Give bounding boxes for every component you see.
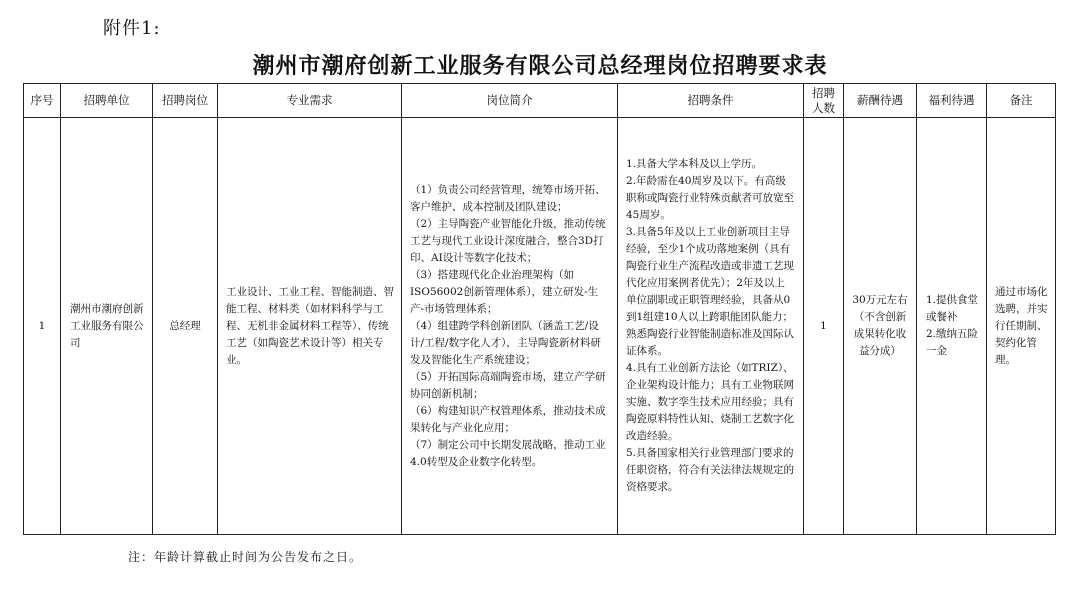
duty-item: （4）组建跨学科创新团队（涵盖工艺/设计/工程/数字化人才），主导陶瓷新材料研发及智能化生产系统建设； <box>410 319 601 366</box>
cell-duties <box>402 118 618 535</box>
header-unit: 招聘单位 <box>61 84 153 118</box>
cell-conditions <box>618 118 804 535</box>
condition-item: 3.具备5年及以上工业创新项目主导经验，至少1个成功落地案例（具有陶瓷行业生产流程改造或非遗工艺现代化应用案例者优先）；2年及以上单位副职或正职管理经验，具备从0到1组建10人以上跨职能团队能力；熟悉陶瓷行业智能制造标准及国际认证体系。 <box>626 226 794 357</box>
footnote: 注：年龄计算截止时间为公告发布之日。 <box>128 550 363 564</box>
page-title: 潮州市潮府创新工业服务有限公司总经理岗位招聘要求表 <box>252 53 828 79</box>
cell-welfare <box>917 118 987 535</box>
table-row <box>24 118 1056 535</box>
duty-item: （6）构建知识产权管理体系，推动技术成果转化与产业化应用； <box>410 404 606 434</box>
cell-index: 1 <box>24 118 61 535</box>
cell-count: 1 <box>804 118 844 535</box>
condition-item: 1.具备大学本科及以上学历。 <box>626 158 763 170</box>
header-index: 序号 <box>24 84 61 118</box>
recruitment-table <box>23 83 1056 535</box>
cell-major: 工业设计、工业工程、智能制造、智能工程、材料类（如材料科学与工程、无机非金属材料工程等）、传统工艺（如陶瓷艺术设计等）相关专业。 <box>218 118 402 535</box>
header-remark: 备注 <box>987 84 1056 118</box>
condition-item: 2.年龄需在40周岁及以下。有高级职称或陶瓷行业特殊贡献者可放宽至45周岁。 <box>626 175 794 221</box>
duty-item: （5）开拓国际高端陶瓷市场，建立产学研协同创新机制； <box>410 370 606 400</box>
attachment-label: 附件1: <box>103 18 161 39</box>
cell-salary: 30万元左右（不含创新成果转化收益分成） <box>844 118 917 535</box>
header-duties: 岗位简介 <box>402 84 618 118</box>
condition-item: 5.具备国家相关行业管理部门要求的任职资格，符合有关法律法规规定的资格要求。 <box>626 447 794 493</box>
cell-remark: 通过市场化选聘，并实行任期制、契约化管理。 <box>987 118 1056 535</box>
welfare-item: 1.提供食堂或餐补 <box>926 294 979 323</box>
duty-item: （2）主导陶瓷产业智能化升级，推动传统工艺与现代工业设计深度融合，整合3D打印、AI设计等数字化技术； <box>410 217 606 264</box>
header-count: 招聘 人数 <box>804 84 844 118</box>
duty-item: （7）制定公司中长期发展战略，推动工业4.0转型及企业数字化转型。 <box>410 438 606 468</box>
welfare-item: 2.缴纳五险一金 <box>926 328 979 357</box>
cell-unit: 潮州市潮府创新工业服务有限公司 <box>61 118 153 535</box>
table-header-row <box>24 84 1056 118</box>
header-conditions: 招聘条件 <box>618 84 804 118</box>
header-salary: 薪酬待遇 <box>844 84 917 118</box>
header-position: 招聘岗位 <box>153 84 218 118</box>
cell-position: 总经理 <box>153 118 218 535</box>
header-major: 专业需求 <box>218 84 402 118</box>
duty-item: （1）负责公司经营管理，统筹市场开拓、客户维护、成本控制及团队建设； <box>410 183 606 213</box>
duty-item: （3）搭建现代化企业治理架构（如ISO56002创新管理体系），建立研发-生产-市场管理体系； <box>410 268 599 315</box>
condition-item: 4.具有工业创新方法论（如TRIZ）、企业架构设计能力；具有工业物联网实施、数字孪生技术应用经验；具有陶瓷原料特性认知、烧制工艺数字化改造经验。 <box>626 362 794 442</box>
header-welfare: 福利待遇 <box>917 84 987 118</box>
